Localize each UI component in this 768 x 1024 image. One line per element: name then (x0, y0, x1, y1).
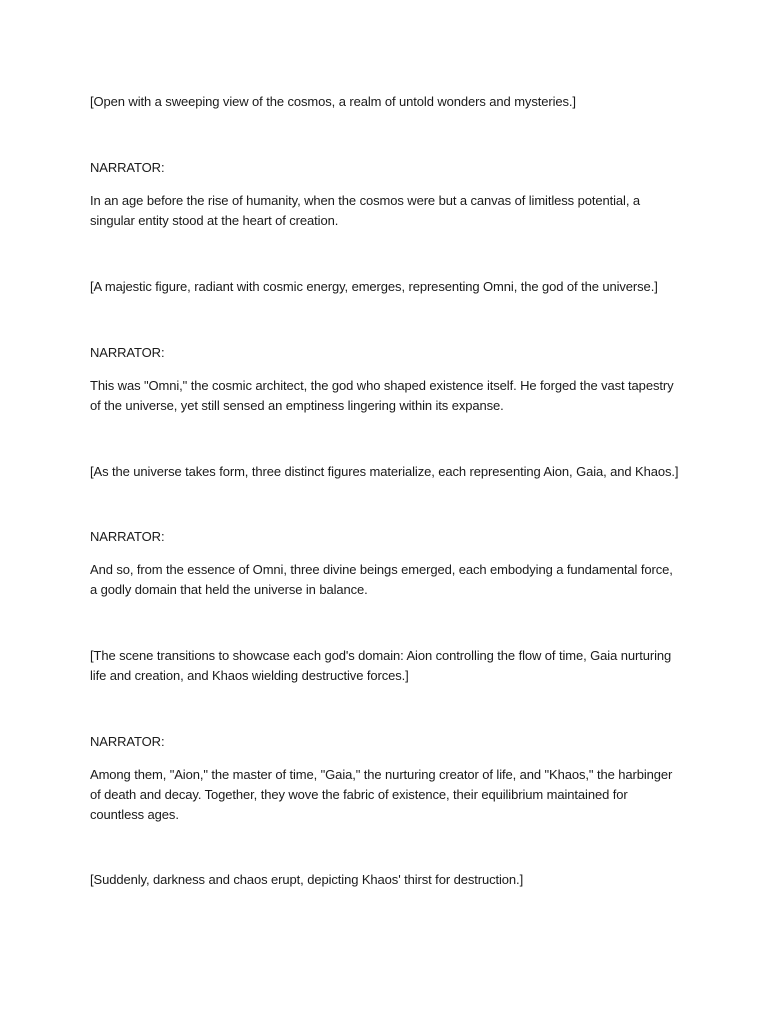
stage-direction: [Open with a sweeping view of the cosmos, a realm of untold wonders and mysteries.] (90, 94, 576, 109)
speaker-label: NARRATOR: (90, 160, 165, 175)
narration-line: Among them, "Aion," the master of time, "Gaia," the nurturing creator of life, and "Khaos," the harbinger of death and decay. Together, they wove the fabric of existence, their equilibrium maintained for countless ages. (90, 767, 673, 822)
speaker-label: NARRATOR: (90, 734, 165, 749)
stage-direction: [A majestic figure, radiant with cosmic energy, emerges, representing Omni, the god of the universe.] (90, 279, 658, 294)
speaker-label: NARRATOR: (90, 345, 165, 360)
stage-direction: [As the universe takes form, three distinct figures materialize, each representing Aion, Gaia, and Khaos.] (90, 464, 679, 479)
narration-line: In an age before the rise of humanity, when the cosmos were but a canvas of limitless potential, a singular entity stood at the heart of creation. (90, 193, 640, 228)
stage-direction: [Suddenly, darkness and chaos erupt, depicting Khaos' thirst for destruction.] (90, 872, 524, 887)
speaker-label: NARRATOR: (90, 529, 165, 544)
stage-direction: [The scene transitions to showcase each god's domain: Aion controlling the flow of time, Gaia nurturing life and creation, and Khaos wielding destructive forces.] (90, 648, 672, 683)
narration-line: And so, from the essence of Omni, three divine beings emerged, each embodying a fundamental force, a godly domain that held the universe in balance. (90, 562, 673, 597)
narration-line: This was "Omni," the cosmic architect, the god who shaped existence itself. He forged the vast tapestry of the universe, yet still sensed an emptiness lingering within its expanse. (90, 378, 674, 413)
